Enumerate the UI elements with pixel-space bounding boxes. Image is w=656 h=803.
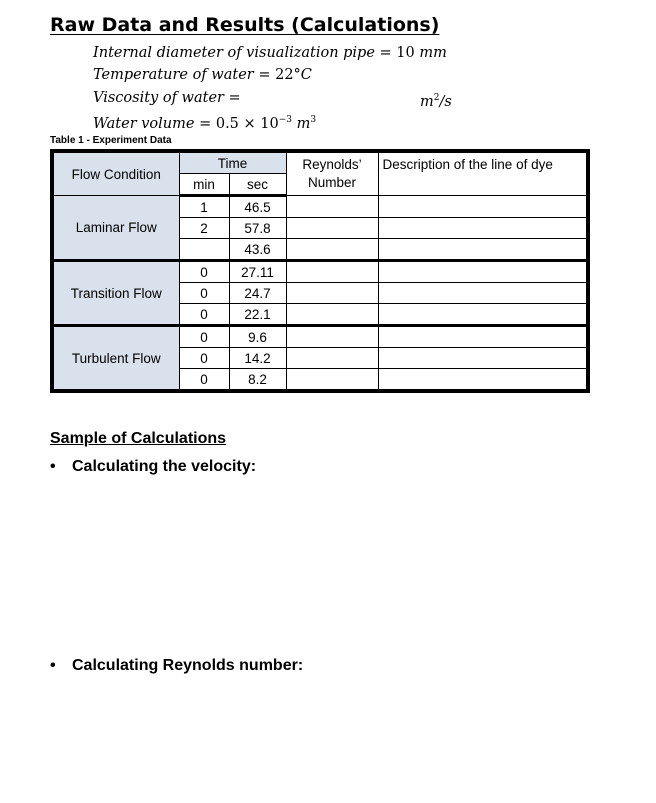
bullet-velocity xyxy=(50,458,256,476)
cell-sec: 46.5 xyxy=(229,196,286,218)
cell-description xyxy=(378,304,588,326)
volume-unit: m xyxy=(296,115,311,132)
cell-reynolds xyxy=(286,348,378,369)
cell-min: 0 xyxy=(179,283,229,304)
cell-description xyxy=(378,283,588,304)
cell-min: 0 xyxy=(179,326,229,348)
volume-unit-exponent: 3 xyxy=(310,115,317,125)
experiment-data-table xyxy=(50,149,590,393)
cell-description xyxy=(378,196,588,218)
cell-reynolds xyxy=(286,326,378,348)
cell-description xyxy=(378,239,588,261)
cell-reynolds xyxy=(286,239,378,261)
table-caption: Table 1 - Experiment Data xyxy=(50,135,172,146)
cell-reynolds xyxy=(286,369,378,392)
cell-reynolds xyxy=(286,196,378,218)
given-viscosity: Viscosity of water = $m^2/s$ xyxy=(93,90,452,110)
cell-reynolds xyxy=(286,304,378,326)
cell-description xyxy=(378,261,588,283)
cell-min: 0 xyxy=(179,348,229,369)
viscosity-unit: $m^2/s$ xyxy=(420,93,452,110)
cell-sec: 22.1 xyxy=(229,304,286,326)
given-temperature: Temperature of water = 22°C xyxy=(93,67,312,83)
cell-sec: 57.8 xyxy=(229,218,286,239)
cell-sec: 43.6 xyxy=(229,239,286,261)
bullet-reynolds-text: Calculating Reynolds number: xyxy=(72,657,304,674)
header-min: min xyxy=(179,174,229,196)
cell-description xyxy=(378,348,588,369)
header-flow-condition: Flow Condition xyxy=(52,151,179,196)
cell-description xyxy=(378,369,588,392)
cell-min: 0 xyxy=(179,261,229,283)
group-turbulent-flow: Turbulent Flow xyxy=(52,326,179,392)
bullet-reynolds xyxy=(50,657,303,675)
cell-min: 1 xyxy=(179,196,229,218)
temperature-label: Temperature of water xyxy=(93,67,254,83)
group-transition-flow: Transition Flow xyxy=(52,261,179,326)
cell-sec: 8.2 xyxy=(229,369,286,392)
diameter-label: Internal diameter of visualization pipe xyxy=(93,45,375,61)
header-reynolds: Reynolds’ Number xyxy=(286,151,378,196)
volume-value: 0.5 × 10 xyxy=(215,115,279,132)
cell-min xyxy=(179,239,229,261)
header-sec: sec xyxy=(229,174,286,196)
cell-sec: 24.7 xyxy=(229,283,286,304)
cell-sec: 9.6 xyxy=(229,326,286,348)
given-volume: Water volume = $0.5 \times 10^{-3}$ $m^3$ xyxy=(93,115,317,132)
cell-min: 0 xyxy=(179,304,229,326)
diameter-unit: mm xyxy=(419,45,447,61)
cell-min: 2 xyxy=(179,218,229,239)
page-title: Raw Data and Results (Calculations) xyxy=(50,14,440,36)
cell-reynolds xyxy=(286,261,378,283)
cell-description xyxy=(378,218,588,239)
given-diameter: Internal diameter of visualization pipe = 10 mm xyxy=(93,45,447,61)
bullet-icon: • xyxy=(50,657,56,674)
bullet-velocity-text: Calculating the velocity: xyxy=(72,458,257,475)
diameter-value: 10 xyxy=(396,45,415,61)
header-description: Description of the line of dye xyxy=(378,151,588,196)
bullet-icon: • xyxy=(50,458,56,475)
cell-reynolds xyxy=(286,218,378,239)
sample-calculations-heading: Sample of Calculations xyxy=(50,430,227,447)
viscosity-label: Viscosity of water xyxy=(93,90,224,106)
temperature-value: 22° xyxy=(275,67,301,83)
group-laminar-flow: Laminar Flow xyxy=(52,196,179,261)
cell-sec: 27.11 xyxy=(229,261,286,283)
header-time: Time xyxy=(179,151,286,174)
temperature-unit: C xyxy=(300,67,312,83)
volume-label: Water volume xyxy=(93,115,195,132)
cell-min: 0 xyxy=(179,369,229,392)
cell-description xyxy=(378,326,588,348)
volume-exponent: −3 xyxy=(278,115,293,125)
cell-reynolds xyxy=(286,283,378,304)
cell-sec: 14.2 xyxy=(229,348,286,369)
